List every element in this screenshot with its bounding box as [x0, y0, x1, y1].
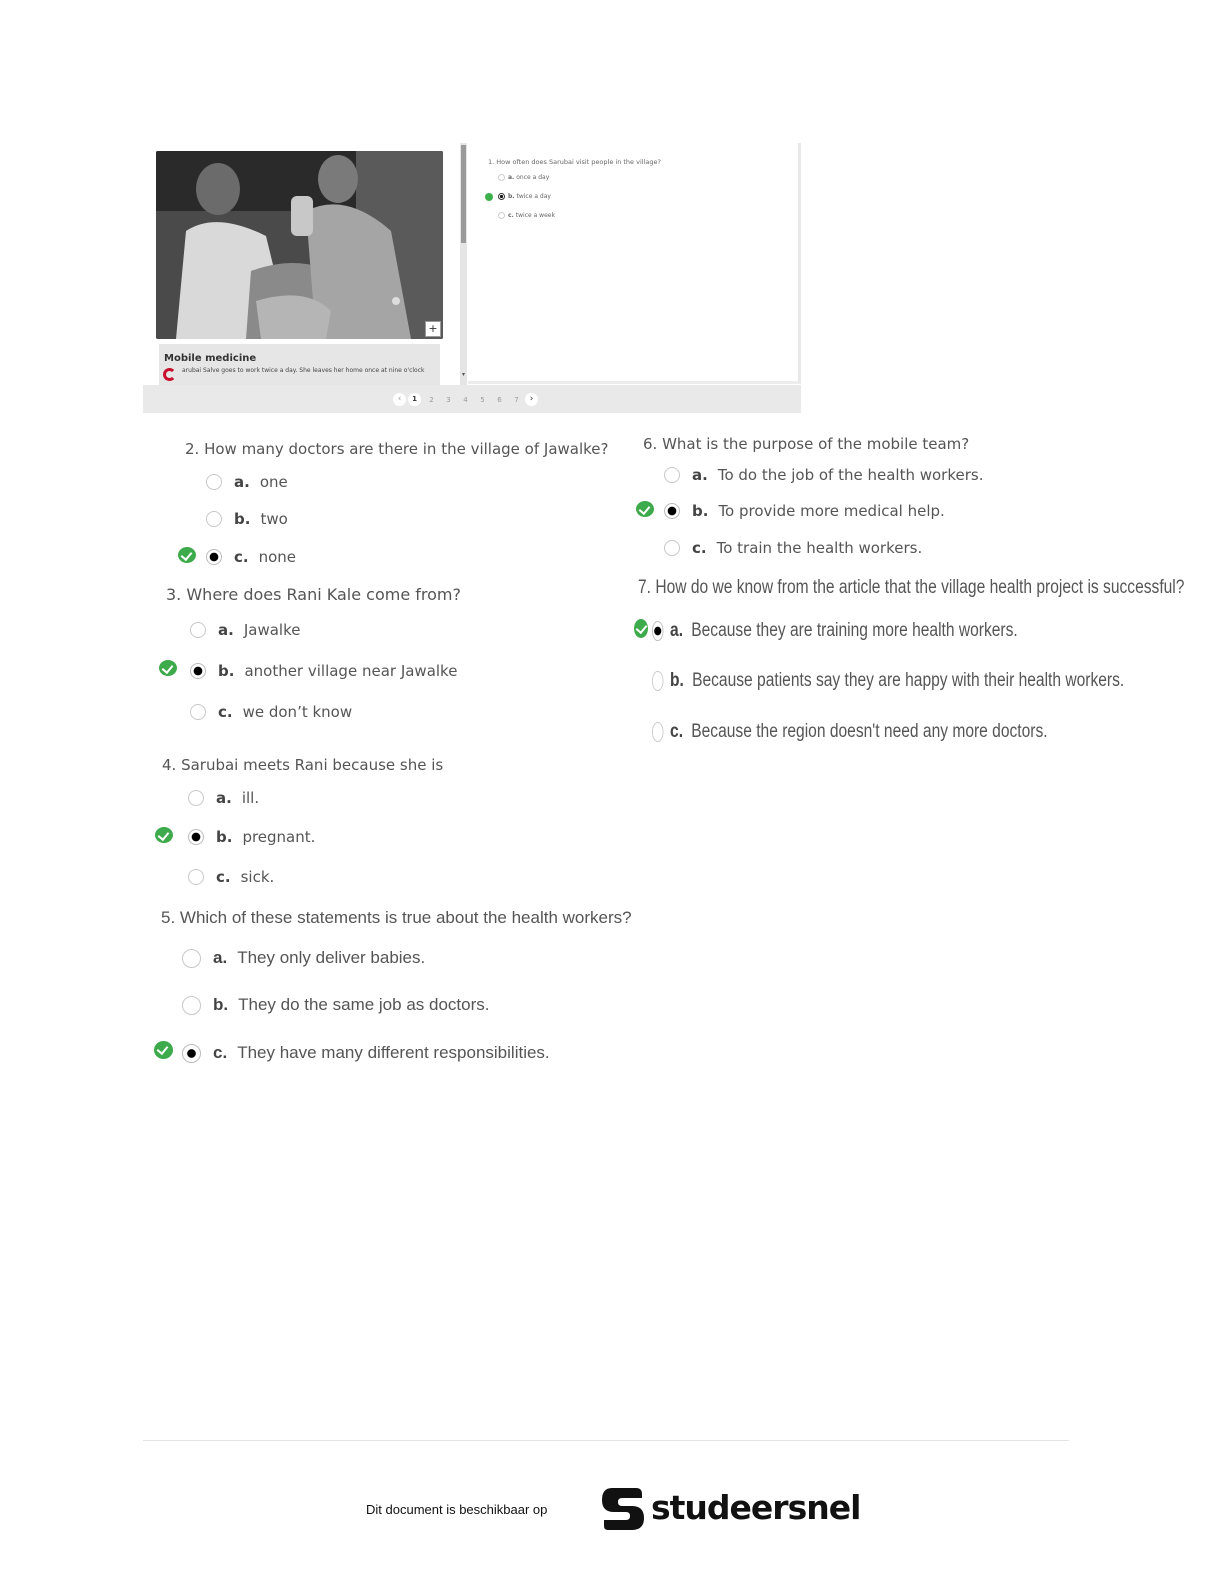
question-5-text: 5. Which of these statements is true about the health workers? [161, 908, 632, 927]
option-text: To do the job of the health workers. [717, 466, 984, 484]
question-7-text: 7. How do we know from the article that the village health project is successful? [638, 577, 1185, 598]
option-text: They only deliver babies. [237, 948, 426, 967]
previous-page-icon[interactable]: ‹ [393, 393, 406, 406]
option-text: sick. [240, 868, 275, 886]
article-pane [143, 143, 459, 385]
option-text: one [259, 473, 288, 491]
footer-availability-text: Dit document is beschikbaar op [366, 1502, 548, 1517]
option-text: once a day [516, 174, 550, 181]
option-text: twice a week [515, 212, 555, 219]
option-text: To provide more medical help. [718, 502, 945, 520]
question-7-option-a[interactable] [652, 620, 1018, 642]
page-7[interactable]: 7 [514, 395, 519, 404]
question-2-option-b[interactable] [206, 510, 288, 528]
page-2[interactable]: 2 [429, 395, 434, 404]
page-5[interactable]: 5 [480, 395, 485, 404]
radio-unselected[interactable] [206, 511, 222, 527]
studeersnel-logo-icon[interactable] [598, 1484, 648, 1534]
correct-check-icon [485, 193, 493, 201]
question-7-option-c[interactable] [652, 721, 1048, 743]
option-text: pregnant. [242, 828, 316, 846]
option-letter: c. [670, 721, 684, 742]
question-1-option-b[interactable] [498, 193, 551, 200]
option-letter: a. [692, 466, 708, 484]
radio-selected[interactable] [664, 503, 680, 519]
radio-unselected[interactable] [652, 722, 663, 742]
correct-check-icon [159, 660, 177, 676]
page-4[interactable]: 4 [463, 395, 468, 404]
question-6-option-b[interactable] [664, 502, 945, 520]
option-text: we don’t know [242, 703, 353, 721]
footer-brand-name[interactable]: studeersnel [651, 1488, 861, 1527]
question-4-option-b[interactable] [188, 828, 315, 846]
dropcap-logo-icon [163, 368, 176, 381]
footer-divider [143, 1440, 1069, 1441]
option-letter: c. [234, 548, 249, 566]
option-letter: b. [670, 670, 684, 691]
article-photo [156, 151, 443, 339]
radio-unselected[interactable] [182, 996, 201, 1015]
question-2-option-a[interactable] [206, 473, 288, 491]
radio-unselected[interactable] [188, 869, 204, 885]
question-6-option-c[interactable] [664, 539, 922, 557]
correct-check-icon [154, 1041, 173, 1059]
option-letter: b. [216, 828, 233, 846]
option-letter: c. [218, 703, 233, 721]
option-letter: c. [216, 868, 231, 886]
article-snippet: arubai Salve goes to work twice a day. She leaves her home once at nine o'clock [182, 367, 425, 374]
option-letter: b. [218, 662, 235, 680]
option-letter: c. [692, 539, 707, 557]
article-title: Mobile medicine [164, 353, 257, 364]
option-text: Because patients say they are happy with their health workers. [692, 670, 1125, 691]
option-text: twice a day [516, 193, 551, 200]
option-letter: a. [213, 948, 228, 967]
option-letter: a. [216, 789, 232, 807]
option-letter: a. [670, 620, 684, 641]
pagination-bar [143, 385, 801, 413]
question-5-option-c[interactable] [182, 1043, 550, 1063]
correct-check-icon [634, 619, 648, 638]
option-text: Because the region doesn't need any more doctors. [691, 721, 1048, 742]
correct-check-icon [178, 547, 196, 563]
radio-unselected[interactable] [190, 622, 206, 638]
option-text: ill. [241, 789, 260, 807]
radio-unselected[interactable] [190, 704, 206, 720]
correct-check-icon [155, 827, 173, 843]
question-4-option-a[interactable] [188, 789, 259, 807]
option-text: none [258, 548, 297, 566]
article-caption [159, 344, 440, 385]
reader-viewer [143, 143, 801, 413]
radio-selected[interactable] [188, 829, 204, 845]
option-text: Because they are training more health workers. [691, 620, 1018, 641]
radio-unselected[interactable] [188, 790, 204, 806]
option-text: To train the health workers. [716, 539, 923, 557]
radio-unselected[interactable] [664, 540, 680, 556]
radio-unselected[interactable] [498, 174, 505, 181]
radio-unselected[interactable] [664, 467, 680, 483]
option-text: two [260, 510, 288, 528]
question-4-text: 4. Sarubai meets Rani because she is [162, 756, 444, 774]
option-letter: a. [218, 621, 234, 639]
option-text: They do the same job as doctors. [238, 995, 490, 1014]
radio-selected[interactable] [206, 549, 222, 565]
question-2-option-c[interactable] [206, 548, 296, 566]
question-pane [468, 143, 801, 384]
question-1-text: 1. How often does Sarubai visit people in the village? [488, 158, 661, 166]
radio-unselected[interactable] [206, 474, 222, 490]
option-letter: b. [508, 193, 515, 200]
scroll-down-icon[interactable]: ▾ [461, 371, 465, 378]
page-6[interactable]: 6 [497, 395, 502, 404]
question-5-option-b[interactable] [182, 995, 489, 1015]
radio-selected[interactable] [498, 193, 505, 200]
option-text: Jawalke [243, 621, 301, 639]
radio-unselected[interactable] [182, 949, 201, 968]
option-letter: a. [234, 473, 250, 491]
article-scrollbar[interactable] [460, 143, 467, 385]
radio-selected[interactable] [190, 663, 206, 679]
next-page-icon[interactable]: › [525, 393, 538, 406]
option-letter: c. [508, 212, 514, 219]
radio-selected[interactable] [182, 1044, 201, 1063]
option-text: They have many different responsibilities. [237, 1043, 550, 1062]
option-letter: b. [234, 510, 251, 528]
page-1[interactable]: 1 [408, 393, 421, 406]
option-letter: b. [692, 502, 709, 520]
radio-unselected[interactable] [498, 212, 505, 219]
question-2-text: 2. How many doctors are there in the village of Jawalke? [185, 440, 609, 458]
option-letter: b. [213, 995, 229, 1014]
option-letter: a. [508, 174, 515, 181]
scrollbar-thumb[interactable] [461, 145, 466, 243]
question-4-option-c[interactable] [188, 868, 274, 886]
page-3[interactable]: 3 [446, 395, 451, 404]
question-1-option-a[interactable] [498, 174, 549, 181]
option-letter: c. [213, 1043, 228, 1062]
question-6-text: 6. What is the purpose of the mobile team? [643, 435, 970, 453]
correct-check-icon [636, 501, 654, 517]
radio-unselected[interactable] [652, 671, 663, 691]
question-3-option-b[interactable] [190, 662, 457, 680]
option-text: another village near Jawalke [244, 662, 458, 680]
zoom-image-button[interactable]: + [425, 321, 441, 337]
question-3-option-c[interactable] [190, 703, 352, 721]
question-5-option-a[interactable] [182, 948, 425, 968]
question-7-option-b[interactable] [652, 670, 1124, 692]
question-3-text: 3. Where does Rani Kale come from? [166, 585, 461, 604]
question-1-option-c[interactable] [498, 212, 555, 219]
question-3-option-a[interactable] [190, 621, 300, 639]
question-6-option-a[interactable] [664, 466, 983, 484]
pagination [393, 393, 538, 406]
radio-selected[interactable] [652, 621, 663, 641]
